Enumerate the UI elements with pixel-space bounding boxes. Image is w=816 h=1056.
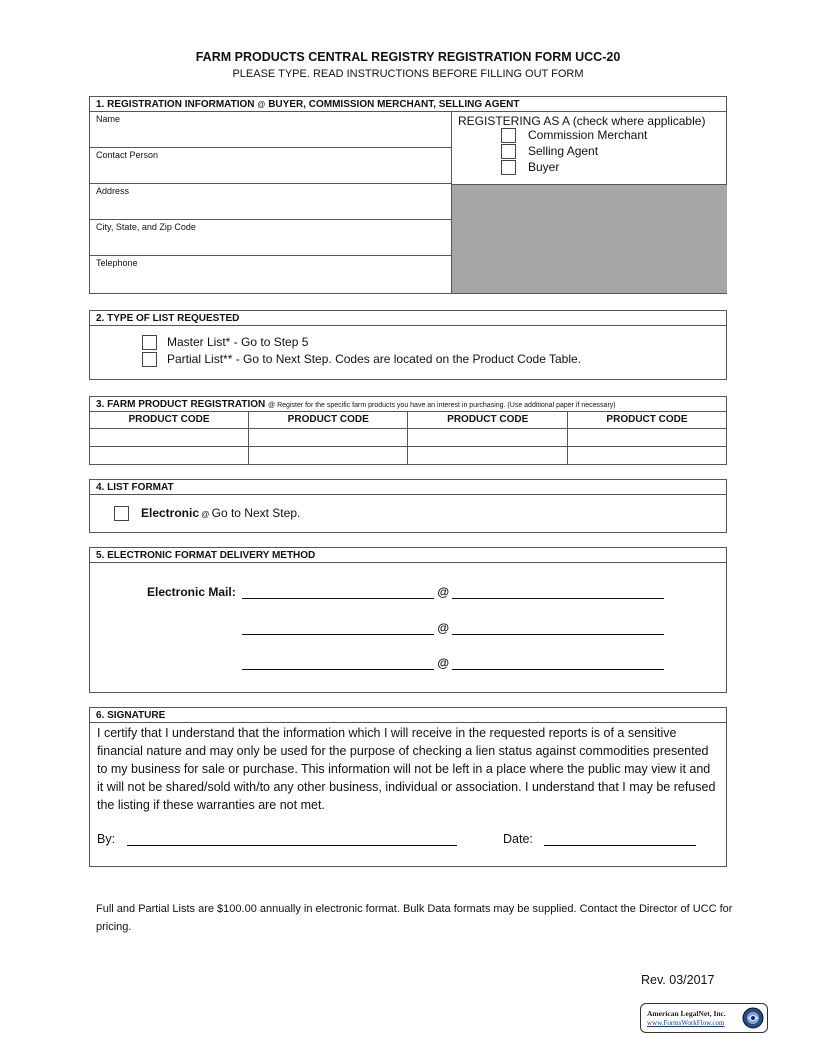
shaded-area <box>451 185 727 293</box>
table-row <box>90 429 726 447</box>
american-legalnet-logo <box>640 1003 768 1033</box>
form-title: FARM PRODUCTS CENTRAL REGISTRY REGISTRATION FORM UCC-20 <box>195 50 621 64</box>
section-6-heading: 6. SIGNATURE <box>90 708 726 723</box>
name-label: Name <box>96 114 121 124</box>
certification-text: I certify that I understand that the information which I will receive in the requested reports is of a sensitive financial nature and may only be used for the purpose of checking a lien status against commodities presented to my business for sale or purchase. This information will not be left in a place where the public may view it and it will not be shared/sold with/to any other business, individual or association. I understand that I may be refused the listing if these warranties are not met. <box>97 726 716 812</box>
master-list-checkbox[interactable] <box>142 335 157 350</box>
email-user-2[interactable] <box>242 622 434 635</box>
product-code-cell[interactable] <box>90 429 249 447</box>
registering-as-panel <box>451 112 727 185</box>
email-domain-3[interactable] <box>452 657 664 670</box>
signature-line[interactable] <box>127 833 457 846</box>
address-label: Address <box>96 186 130 196</box>
option-commission-merchant[interactable]: Commission Merchant <box>501 128 647 143</box>
section-1-heading: 1. REGISTRATION INFORMATION @ BUYER, COMMISSION MERCHANT, SELLING AGENT <box>90 97 726 112</box>
product-code-table <box>90 411 726 464</box>
product-code-cell[interactable] <box>249 447 408 465</box>
section-registration-information <box>89 96 727 294</box>
section-farm-product-registration <box>89 396 727 465</box>
option-buyer[interactable]: Buyer <box>501 160 559 175</box>
telephone-label: Telephone <box>96 258 138 268</box>
column-header: PRODUCT CODE <box>249 411 408 429</box>
section-signature <box>89 707 727 867</box>
column-header: PRODUCT CODE <box>567 411 726 429</box>
revision-date: Rev. 03/2017 <box>641 973 715 987</box>
contact-person-label: Contact Person <box>96 150 159 160</box>
product-code-cell[interactable] <box>567 429 726 447</box>
email-domain-2[interactable] <box>452 622 664 635</box>
date-label: Date: <box>503 832 533 846</box>
at-sign: @ <box>437 656 450 670</box>
option-partial-list[interactable]: Partial List** - Go to Next Step. Codes are located on the Product Code Table. <box>142 352 581 367</box>
at-sign: @ <box>437 585 450 599</box>
option-selling-agent[interactable]: Selling Agent <box>501 144 598 159</box>
column-header: PRODUCT CODE <box>408 411 567 429</box>
logo-url[interactable]: www.FormsWorkFlow.com <box>647 1019 725 1027</box>
electronic-checkbox[interactable] <box>114 506 129 521</box>
name-field[interactable] <box>90 112 451 148</box>
email-row-3 <box>242 656 664 670</box>
logo-company-name: American LegalNet, Inc. <box>647 1009 726 1018</box>
section-electronic-delivery <box>89 547 727 693</box>
contact-person-field[interactable] <box>90 148 451 184</box>
electronic-mail-label: Electronic Mail: <box>147 585 236 599</box>
registering-as-title: REGISTERING AS A (check where applicable) <box>458 114 706 128</box>
commission-merchant-checkbox[interactable] <box>501 128 516 143</box>
product-code-cell[interactable] <box>408 447 567 465</box>
product-code-cell[interactable] <box>408 429 567 447</box>
table-row <box>90 447 726 465</box>
product-code-cell[interactable] <box>90 447 249 465</box>
selling-agent-checkbox[interactable] <box>501 144 516 159</box>
partial-list-checkbox[interactable] <box>142 352 157 367</box>
at-sign: @ <box>437 621 450 635</box>
buyer-checkbox[interactable] <box>501 160 516 175</box>
globe-icon <box>742 1007 764 1029</box>
by-label: By: <box>97 832 116 846</box>
telephone-field[interactable] <box>90 256 451 292</box>
date-line[interactable] <box>544 833 696 846</box>
signature-by <box>97 832 457 846</box>
email-row-2 <box>242 621 664 635</box>
address-field[interactable] <box>90 184 451 220</box>
email-user-1[interactable] <box>242 586 434 599</box>
product-code-cell[interactable] <box>249 429 408 447</box>
option-electronic[interactable]: Electronic @ Go to Next Step. <box>114 506 300 521</box>
section-4-heading: 4. LIST FORMAT <box>90 480 726 495</box>
email-row-1 <box>242 585 664 599</box>
option-master-list[interactable]: Master List* - Go to Step 5 <box>142 335 308 350</box>
product-code-cell[interactable] <box>567 447 726 465</box>
section-3-heading: 3. FARM PRODUCT REGISTRATION @ Register for the specific farm products you have an interest in purchasing. (Use additional paper if necessary) <box>90 397 726 412</box>
section-list-format <box>89 479 727 533</box>
section-5-heading: 5. ELECTRONIC FORMAT DELIVERY METHOD <box>90 548 726 563</box>
pricing-note: Full and Partial Lists are $100.00 annually in electronic format. Bulk Data formats may be supplied. Contact the Director of UCC for pricing. <box>96 903 733 933</box>
form-subtitle: PLEASE TYPE. READ INSTRUCTIONS BEFORE FILLING OUT FORM <box>232 68 584 80</box>
section-2-heading: 2. TYPE OF LIST REQUESTED <box>90 311 726 326</box>
column-header: PRODUCT CODE <box>90 411 249 429</box>
city-state-zip-field[interactable] <box>90 220 451 256</box>
city-state-zip-label: City, State, and Zip Code <box>96 222 196 232</box>
signature-date <box>503 832 696 846</box>
email-domain-1[interactable] <box>452 586 664 599</box>
email-user-3[interactable] <box>242 657 434 670</box>
section-type-of-list <box>89 310 727 380</box>
